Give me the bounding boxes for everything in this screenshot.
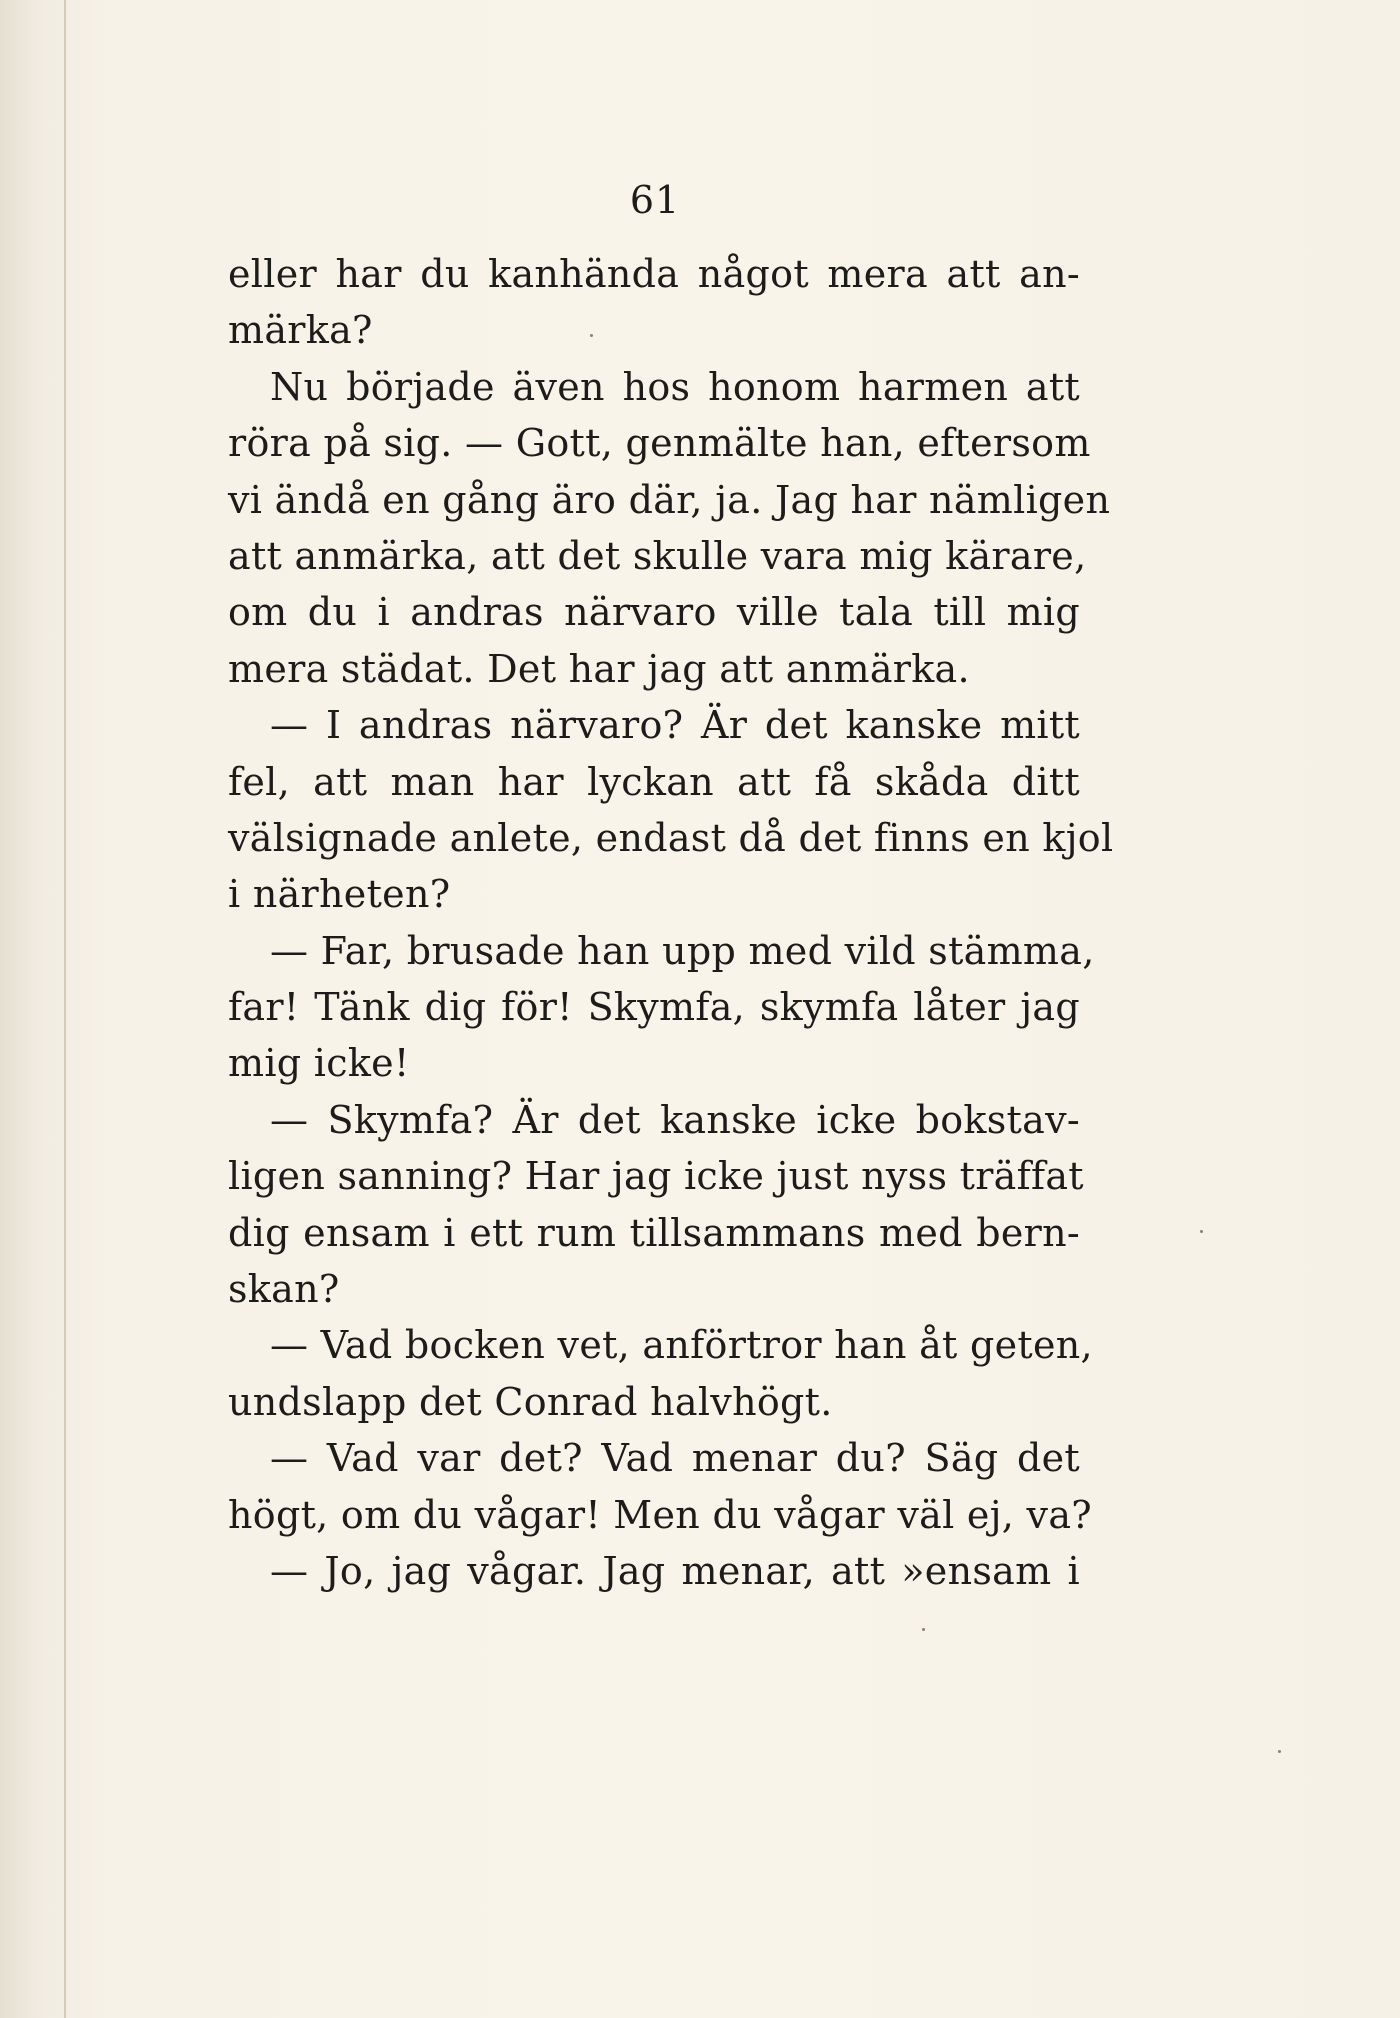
text-line: om du i andras närvaro ville tala till mig (228, 590, 1080, 635)
text-line: ligen sanning? Har jag icke just nyss träffat (228, 1154, 1084, 1199)
text-line: far! Tänk dig för! Skymfa, skymfa låter jag (228, 985, 1080, 1030)
text-line: att anmärka, att det skulle vara mig kärare, (228, 533, 1087, 578)
paper-speck (590, 334, 593, 337)
text-line: vi ändå en gång äro där, ja. Jag har nämligen (228, 477, 1111, 522)
page-number: 61 (629, 178, 681, 222)
text-line: undslapp det Conrad halvhögt. (228, 1379, 833, 1424)
paper-speck (1200, 1230, 1203, 1233)
text-line: — I andras närvaro? Är det kanske mitt (270, 703, 1080, 748)
text-line: — Vad var det? Vad menar du? Säg det (270, 1436, 1080, 1481)
text-line: — Vad bocken vet, anförtror han åt geten, (270, 1323, 1093, 1368)
text-line: eller har du kanhända något mera att an- (228, 252, 1080, 296)
text-line: skan? (228, 1267, 340, 1312)
text-line: — Far, brusade han upp med vild stämma, (270, 928, 1095, 973)
text-line: dig ensam i ett rum tillsammans med bern- (228, 1210, 1080, 1255)
text-line: högt, om du vågar! Men du vågar väl ej, va? (228, 1492, 1092, 1537)
text-line: fel, att man har lyckan att få skåda ditt (228, 759, 1080, 804)
text-line: märka? (228, 308, 373, 353)
body-text (228, 246, 1114, 1599)
text-line: Nu började även hos honom harmen att (270, 364, 1080, 409)
text-line: mera städat. Det har jag att anmärka. (228, 646, 970, 691)
paper-speck (1278, 1750, 1281, 1753)
text-line: — Skymfa? Är det kanske icke bokstav- (270, 1097, 1080, 1142)
paper-speck (922, 1628, 925, 1631)
text-line: mig icke! (228, 1041, 410, 1086)
page-gutter (64, 0, 66, 2018)
text-line: röra på sig. — Gott, genmälte han, eftersom (228, 421, 1091, 466)
text-line: i närheten? (228, 872, 451, 917)
text-line: — Jo, jag vågar. Jag menar, att »ensam i (270, 1548, 1080, 1593)
text-line: välsignade anlete, endast då det finns en kjol (228, 815, 1114, 860)
